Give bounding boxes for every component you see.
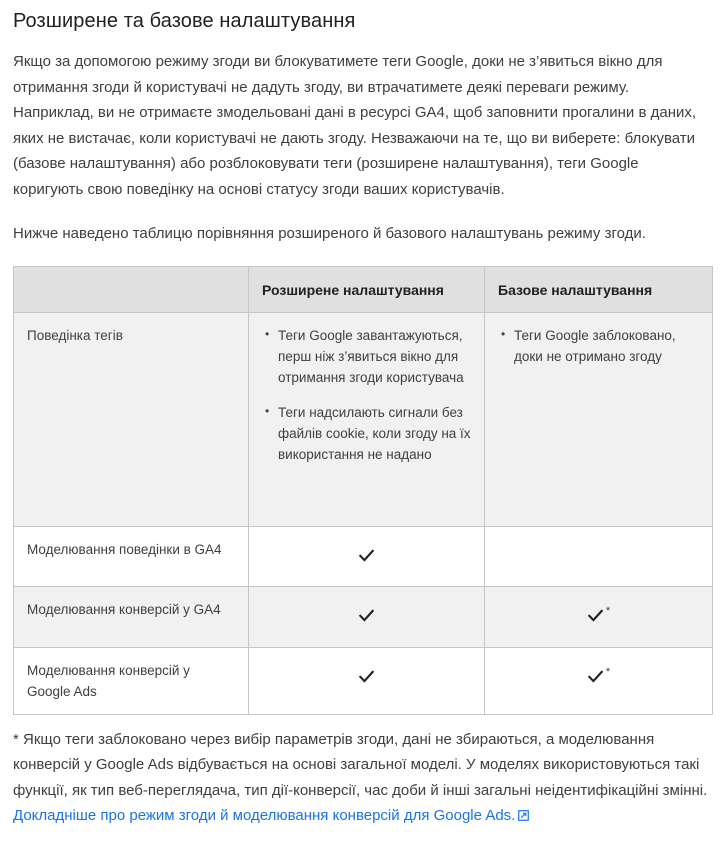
page-title: Розширене та базове налаштування (13, 10, 356, 32)
list-item: • Теги Google завантажуються, перш ніж з’явиться вікно для отримання згоди користувача (278, 325, 471, 388)
table-row (14, 647, 713, 714)
row-label-behavior-modeling-ga4 (14, 526, 249, 586)
cell-basic-conversion-ga4 (485, 586, 713, 647)
table-header-row (14, 266, 713, 312)
cell-basic-conversion-ads (485, 647, 713, 714)
list-item: • Теги надсилають сигнали без файлів cookie, коли згоду на їх використання не надано (278, 402, 471, 465)
row-label-conversion-modeling-ga4 (14, 586, 249, 647)
checkmark-icon (358, 668, 375, 685)
external-link-icon[interactable] (518, 810, 529, 821)
checkmark-icon (587, 607, 604, 624)
feature-label: Поведінка тегів (27, 327, 123, 343)
row-label-tag-behavior (14, 312, 249, 526)
intro-paragraph-2: Нижче наведено таблицю порівняння розширеного й базового налаштувань режиму згоди. (13, 225, 646, 242)
learn-more-link[interactable]: Докладніше про режим згоди й моделювання конверсій для Google Ads. (13, 807, 516, 824)
cell-advanced-conversion-ga4 (249, 586, 485, 647)
feature-label: Моделювання конверсій у GA4 (27, 601, 221, 617)
table-header (14, 266, 713, 312)
row-label-conversion-modeling-ads (14, 647, 249, 714)
footnote-marker: * (605, 604, 611, 617)
page-container (0, 8, 724, 829)
bullet-list-advanced (262, 325, 471, 465)
footnote-text: * Якщо теги заблоковано через вибір параметрів згоди, дані не збираються, а моделювання конверсій у Google Ads відбувається на основі загальної моделі. У моделях використовуються такі функції, як тип веб-переглядача, тип дії-конверсії, час доби й інші загальні неідентифікаційні змінні. (13, 730, 708, 799)
column-header-feature (14, 266, 249, 312)
checkmark-icon (358, 607, 375, 624)
table-body (14, 312, 713, 714)
intro-paragraph-1: Якщо за допомогою режиму згоди ви блокуватимете теги Google, доки не з’явиться вікно для отримання згоди й користувачі не дадуть згоду, ви втрачатимете деякі переваги режиму. Наприклад, ви не отримаєте змодельовані дані в ресурсі GA4, щоб заповнити прогалини в даних, яких не вистачає, коли користувачі не дають згоду. Незважаючи на те, що ви виберете: блокувати (базове налаштування) або розблоковувати теги (розширене налаштування), теги Google коригують свою поведінку на основі статусу згоди ваших користувачів. (13, 53, 697, 198)
feature-label: Моделювання поведінки в GA4 (27, 541, 222, 557)
table-row (14, 312, 713, 526)
column-header-advanced: Розширене налаштування (249, 266, 485, 312)
comparison-table (13, 266, 713, 715)
column-header-basic: Базове налаштування (485, 266, 713, 312)
checkmark-icon (587, 668, 604, 685)
list-item: • Теги Google заблоковано, доки не отримано згоду (514, 325, 699, 367)
table-row (14, 586, 713, 647)
feature-label: Моделювання конверсій у Google Ads (27, 662, 190, 699)
cell-basic-tag-behavior (485, 312, 713, 526)
bullet-list-basic (498, 325, 699, 367)
cell-advanced-tag-behavior (249, 312, 485, 526)
table-row (14, 526, 713, 586)
footnote (13, 727, 711, 829)
checkmark-icon (358, 547, 375, 564)
cell-advanced-behavior-modeling (249, 526, 485, 586)
footnote-marker: * (605, 665, 611, 678)
cell-advanced-conversion-ads (249, 647, 485, 714)
cell-basic-behavior-modeling (485, 526, 713, 586)
